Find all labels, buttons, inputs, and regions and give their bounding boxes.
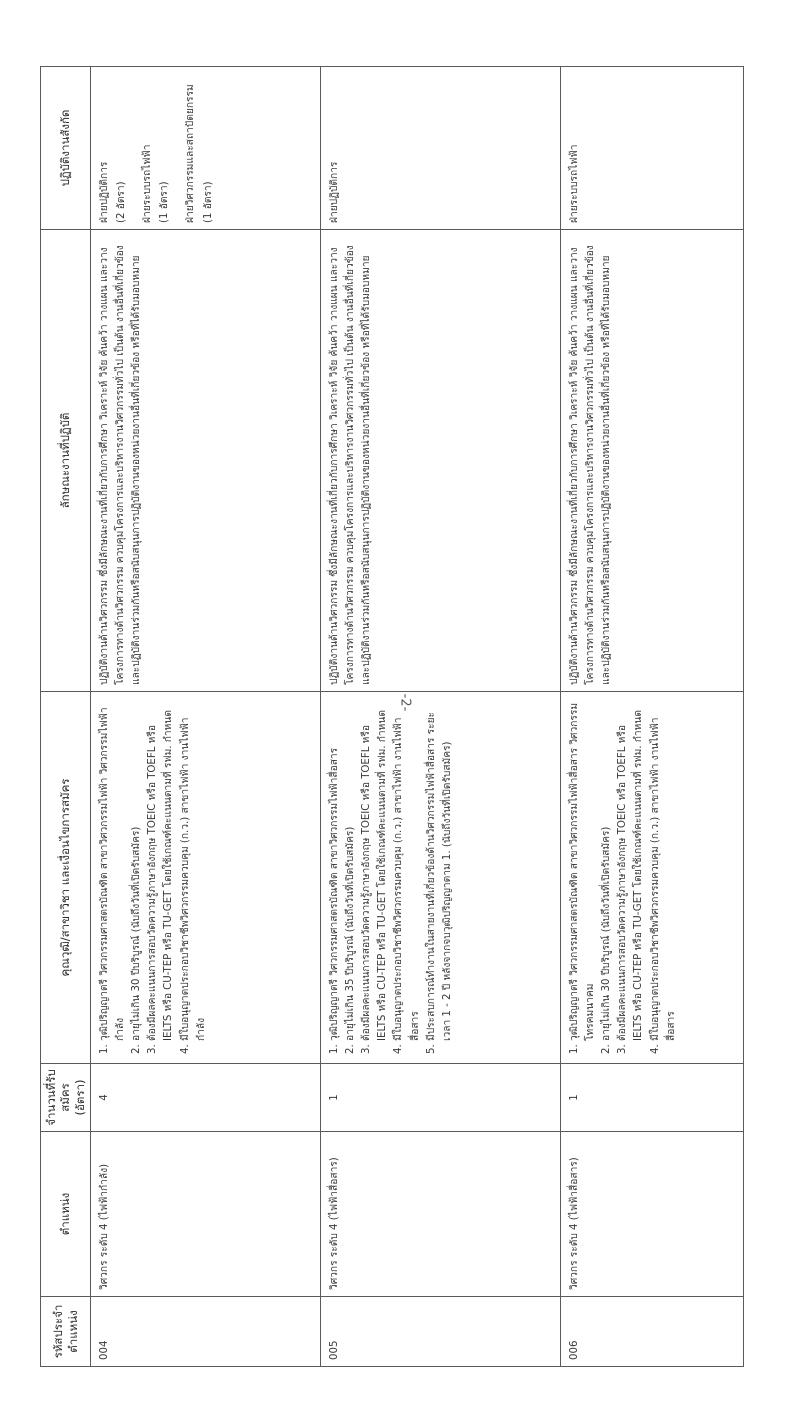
department-count: (1 อัตรา) [202, 181, 214, 223]
job-description: ปฏิบัติงานด้านวิศวกรรม ซึ่งมีลักษณะงานที่เกี่ยวกับการศึกษา วิเคราะห์ วิจัย ค้นคว้า วางแผน และวางโครงการทางด้านวิศวกรรม ควบคุมโครงการและบริหารงานวิศวกรรมทั่วไป เป็นต้น งานอื่นที่เกี่ยวข้องและปฏิบัติงานร่วมกันหรือสนับสนุนการปฏิบัติงานของหน่วยงานอื่นที่เกี่ยวข้อง หรือที่ได้รับมอบหมาย [91, 230, 321, 692]
department-count: (1 อัตรา) [159, 181, 171, 223]
job-table-sheet [40, 67, 744, 1367]
qualification-item: 1. วุฒิปริญญาตรี วิศวกรรมศาสตรบัณฑิต สาขาวิศวกรรมไฟฟ้า วิศวกรรมไฟฟ้ากำลัง [97, 698, 129, 1041]
qualifications-cell [561, 692, 744, 1064]
header-department: ปฏิบัติงานสังกัด [41, 67, 91, 230]
qualification-item: 2. อายุไม่เกิน 35 ปีบริบูรณ์ (นับถึงวันที่เปิดรับสมัคร) [343, 698, 359, 1041]
qualification-item: 3. ต้องมีผลคะแนนการสอบวัดความรู้ภาษาอังกฤษ TOEIC หรือ TOEFL หรือ IELTS หรือ CU-TEP หรือ TU-GET โดยใช้เกณฑ์คะแนนตามที่ รฟม. กำหนด [145, 698, 177, 1041]
qualification-item: 1. วุฒิปริญญาตรี วิศวกรรมศาสตรบัณฑิต สาขาวิศวกรรมไฟฟ้าสื่อสาร วิศวกรรมโทรคมนาคม [567, 698, 599, 1041]
department-name: ฝ่ายระบบรถไฟฟ้า [142, 144, 154, 223]
position-title: วิศวกร ระดับ 4 (ไฟฟ้าสื่อสาร) [561, 1132, 744, 1297]
qualification-item: 2. อายุไม่เกิน 30 ปีบริบูรณ์ (นับถึงวันที่เปิดรับสมัคร) [129, 698, 145, 1041]
table-row [321, 67, 561, 1367]
header-count: จำนวนที่รับสมัคร (อัตรา) [41, 1064, 91, 1132]
qualifications-list [327, 698, 456, 1057]
department-name: ฝ่ายวิศวกรรมและสถาปัตยกรรม [185, 84, 197, 223]
qualification-item: 4. มีใบอนุญาตประกอบวิชาชีพวิศวกรรมควบคุม (ก.ว.) สาขาไฟฟ้า งานไฟฟ้าสื่อสาร [648, 698, 680, 1041]
qualifications-cell [321, 692, 561, 1064]
qualification-item: 5. มีประสบการณ์ทำงานในสายงานที่เกี่ยวข้องด้านวิศวกรรมไฟฟ้าสื่อสาร ระยะเวลา 1 - 2 ปี หลังจากจบวุฒิปริญญาตาม 1. (นับถึงวันที่เปิดรับสมัคร) [424, 698, 456, 1041]
department-name: ฝ่ายระบบรถไฟฟ้า [569, 144, 580, 223]
department-count: (2 อัตรา) [116, 181, 128, 223]
qualifications-list [97, 698, 210, 1057]
department-cell [321, 67, 561, 230]
table-header-row [41, 67, 91, 1367]
header-code: รหัสประจำตำแหน่ง [41, 1297, 91, 1367]
qualification-item: 3. ต้องมีผลคะแนนการสอบวัดความรู้ภาษาอังกฤษ TOEIC หรือ TOEFL หรือ IELTS หรือ CU-TEP หรือ TU-GET โดยใช้เกณฑ์คะแนนตามที่ รฟม. กำหนด [615, 698, 647, 1041]
position-code: 005 [321, 1297, 561, 1367]
department-cell [91, 67, 321, 230]
qualification-item: 1. วุฒิปริญญาตรี วิศวกรรมศาสตรบัณฑิต สาขาวิศวกรรมไฟฟ้าสื่อสาร [327, 698, 343, 1041]
department-cell [561, 67, 744, 230]
table-row [91, 67, 321, 1367]
qualifications-list [567, 698, 680, 1057]
table-row [561, 67, 744, 1367]
header-job-description: ลักษณะงานที่ปฏิบัติ [41, 230, 91, 692]
qualification-item: 4. มีใบอนุญาตประกอบวิชาชีพวิศวกรรมควบคุม (ก.ว.) สาขาไฟฟ้า งานไฟฟ้ากำลัง [178, 698, 210, 1041]
position-count: 1 [561, 1064, 744, 1132]
qualification-item: 3. ต้องมีผลคะแนนการสอบวัดความรู้ภาษาอังกฤษ TOEIC หรือ TOEFL หรือ IELTS หรือ CU-TEP หรือ TU-GET โดยใช้เกณฑ์คะแนนตามที่ รฟม. กำหนด [359, 698, 391, 1041]
position-title: วิศวกร ระดับ 4 (ไฟฟ้าสื่อสาร) [321, 1132, 561, 1297]
position-count: 4 [91, 1064, 321, 1132]
job-description: ปฏิบัติงานด้านวิศวกรรม ซึ่งมีลักษณะงานที่เกี่ยวกับการศึกษา วิเคราะห์ วิจัย ค้นคว้า วางแผน และวางโครงการทางด้านวิศวกรรม ควบคุมโครงการและบริหารงานวิศวกรรมทั่วไป เป็นต้น งานอื่นที่เกี่ยวข้องและปฏิบัติงานร่วมกันหรือสนับสนุนการปฏิบัติงานของหน่วยงานอื่นที่เกี่ยวข้อง หรือที่ได้รับมอบหมาย [561, 230, 744, 692]
header-qualifications: คุณวุฒิ/สาขาวิชา และเงื่อนไขการสมัคร [41, 692, 91, 1064]
position-count: 1 [321, 1064, 561, 1132]
header-position: ตำแหน่ง [41, 1132, 91, 1297]
department-name: ฝ่ายปฏิบัติการ [329, 161, 340, 223]
qualifications-cell [91, 692, 321, 1064]
page-number: -2- [397, 693, 413, 712]
qualification-item: 4. มีใบอนุญาตประกอบวิชาชีพวิศวกรรมควบคุม (ก.ว.) สาขาไฟฟ้า งานไฟฟ้าสื่อสาร [391, 698, 423, 1041]
qualification-item: 2. อายุไม่เกิน 30 ปีบริบูรณ์ (นับถึงวันที่เปิดรับสมัคร) [599, 698, 615, 1041]
position-code: 006 [561, 1297, 744, 1367]
position-title: วิศวกร ระดับ 4 (ไฟฟ้ากำลัง) [91, 1132, 321, 1297]
department-name: ฝ่ายปฏิบัติการ [99, 161, 110, 223]
position-code: 004 [91, 1297, 321, 1367]
job-positions-table [40, 66, 744, 1367]
job-description: ปฏิบัติงานด้านวิศวกรรม ซึ่งมีลักษณะงานที่เกี่ยวกับการศึกษา วิเคราะห์ วิจัย ค้นคว้า วางแผน และวางโครงการทางด้านวิศวกรรม ควบคุมโครงการและบริหารงานวิศวกรรมทั่วไป เป็นต้น งานอื่นที่เกี่ยวข้องและปฏิบัติงานร่วมกันหรือสนับสนุนการปฏิบัติงานของหน่วยงานอื่นที่เกี่ยวข้อง หรือที่ได้รับมอบหมาย [321, 230, 561, 692]
